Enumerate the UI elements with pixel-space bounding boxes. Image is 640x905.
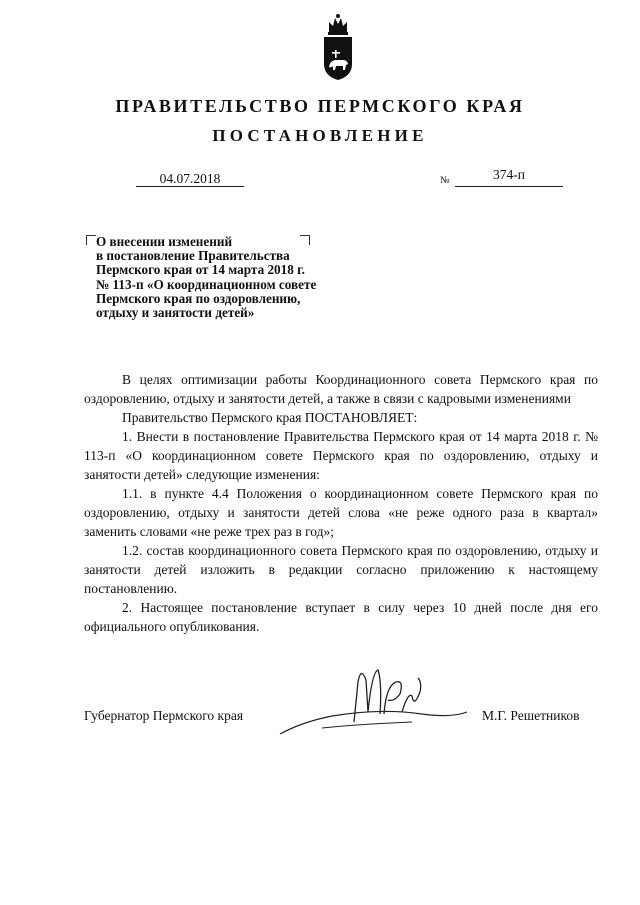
subject-line: О внесении изменений: [96, 234, 233, 249]
handwritten-signature-icon: [262, 652, 492, 742]
number-underline: [455, 186, 563, 187]
date-underline: [136, 186, 244, 187]
subject-line: № 113-п «О координационном совете: [96, 276, 317, 292]
document-type: ПОСТАНОВЛЕНИЕ: [212, 126, 428, 145]
document-date: 04.07.2018: [159, 171, 221, 186]
subject-line: Пермского края по оздоровлению,: [96, 290, 301, 306]
body-paragraph: Правительство Пермского края ПОСТАНОВЛЯЕТ:: [122, 410, 418, 425]
document-number: 374-п: [493, 167, 525, 182]
subject-bracket-left: [86, 235, 96, 245]
signatory-position: Губернатор Пермского края: [84, 708, 244, 723]
body-paragraph: 1. Внести в постановление Правительства Пермского края от 14 марта 2018 г. № 113-п «О координационном совете Пермского края по оздоровлению, отдыху и занятости детей» следующие изменения:: [84, 429, 598, 482]
subject-line: отдыху и занятости детей»: [96, 305, 255, 321]
document-body: [84, 370, 598, 636]
body-paragraph: В целях оптимизации работы Координационного совета Пермского края по оздоровлению, отдыху и занятости детей, а также в связи с кадровыми изменениями: [84, 372, 598, 406]
perm-krai-coat-of-arms-icon: [321, 12, 355, 82]
document-subject: [96, 235, 366, 320]
subject-line: Пермского края от 14 марта 2018 г.: [96, 262, 305, 278]
subject-line: в постановление Правительства: [96, 248, 290, 264]
government-title: ПРАВИТЕЛЬСТВО ПЕРМСКОГО КРАЯ: [115, 96, 525, 116]
body-paragraph: 1.2. состав координационного совета Пермского края по оздоровлению, отдыху и занятости детей изложить в редакции согласно приложению к настоящему постановлению.: [84, 543, 598, 596]
signatory-name: М.Г. Решетников: [482, 708, 580, 723]
body-paragraph: 2. Настоящее постановление вступает в силу через 10 дней после дня его официального опубликования.: [84, 600, 598, 634]
number-sign: №: [440, 175, 450, 186]
body-paragraph: 1.1. в пункте 4.4 Положения о координационном совете Пермского края по оздоровлению, отдыху и занятости детей слова «не реже одного раза в квартал» заменить словами «не реже трех раз в год»;: [84, 486, 598, 539]
